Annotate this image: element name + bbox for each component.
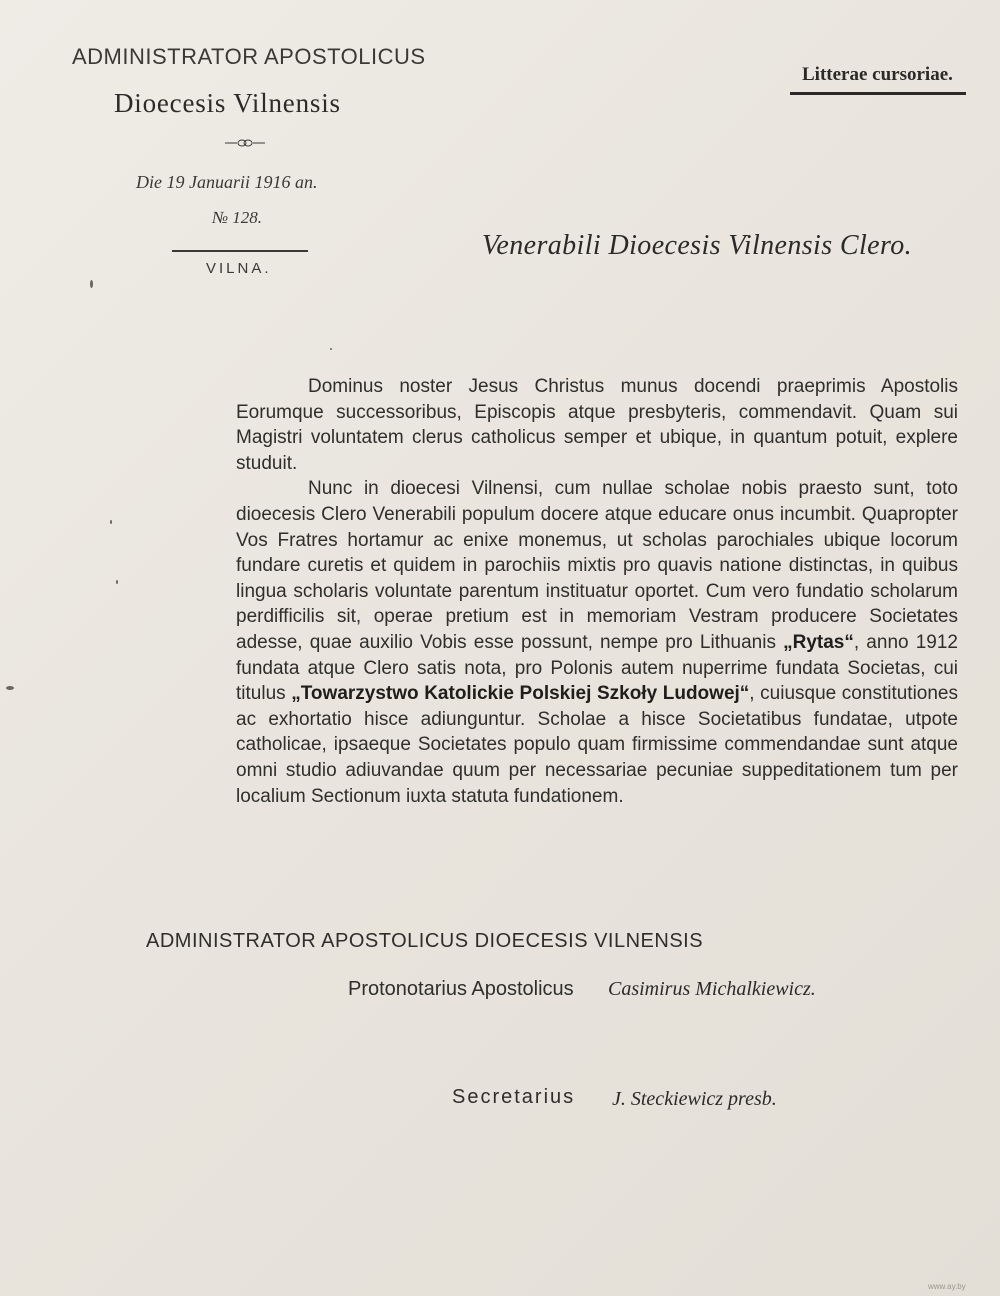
header-administrator: ADMINISTRATOR APOSTOLICUS [72, 44, 426, 69]
paper-speck [116, 580, 118, 584]
header-diocese: Dioecesis Vilnensis [114, 88, 341, 118]
signature-name-steckiewicz: J. Steckiewicz presb. [612, 1088, 777, 1110]
society-towarzystwo: „Towarzystwo Katolickie Polskiej Szkoły Ludowej“ [291, 683, 750, 705]
header-city: VILNA. [206, 260, 272, 277]
signature-title: ADMINISTRATOR APOSTOLICUS DIOECESIS VILNENSIS [146, 930, 704, 952]
header-rule [172, 250, 308, 252]
signature-role-protonotarius: Protonotarius Apostolicus [348, 978, 574, 1000]
paragraph-2 [236, 476, 958, 809]
header-date: Die 19 Januarii 1916 an. [136, 172, 318, 192]
paragraph-2-part-a: Nunc in dioecesi Vilnensi, cum nullae scholae nobis praesto sunt, toto dioecesis Clero Venerabili populum docere atque educare onus incumbit. Quapropter Vos Fratres hortamur ac enixe monemus, ut scholas parochiales ubique locorum fundare curetis et quidem in parochiis mixtis pro quavis natione distinctas, in quibus lingua scholaris voluntate parentum instituatur oportet. Cum vero fundatio scholarum perdifficilis sit, operae pretium est in memoriam Vestram producere Societates adesse, quae auxilio Vobis esse possunt, nempe pro Lithuanis [236, 478, 958, 653]
document-type: Litterae cursoriae. [802, 64, 953, 85]
ornament-divider-icon [225, 136, 265, 150]
paragraph-2-part-b: , anno 1912 fundata atque Clero satis nota, pro Polonis autem nuperrime fundata Societas, cui titulus [236, 631, 958, 705]
paragraph-1: Dominus noster Jesus Christus munus docendi praeprimis Apostolis Eorumque successoribus, Episcopis atque presbyteris, commendavit. Quam sui Magistri voluntatem clerus catholicus semper et ubique, in quantum potuit, explere studuit. [236, 376, 958, 474]
address-line: Venerabili Dioecesis Vilnensis Clero. [482, 230, 913, 261]
header-number: № 128. [212, 208, 263, 227]
letter-body [236, 374, 958, 809]
watermark: www.ay.by [928, 1282, 966, 1291]
society-rytas: „Rytas“ [783, 631, 854, 653]
signature-role-secretarius: Secretarius [452, 1086, 576, 1108]
paragraph-2-part-c: , cuiusque constitutiones ac exhortatio hisce adiunguntur. Scholae a hisce Societatibus fundatae, utpote catholicae, ipsaeque Societates populo quam firmissime commendandae sunt atque omni studio adiuvandae quum per necessariae pecuniae suppeditationem tum per localium Sectionum iuxta statuta fundationem. [236, 683, 958, 807]
paper-speck [330, 348, 332, 350]
paper-speck [110, 520, 112, 524]
document-type-rule [790, 92, 966, 95]
paper-speck [90, 280, 93, 288]
paper-speck [6, 686, 14, 690]
signature-name-michalkiewicz: Casimirus Michalkiewicz. [608, 978, 816, 1000]
